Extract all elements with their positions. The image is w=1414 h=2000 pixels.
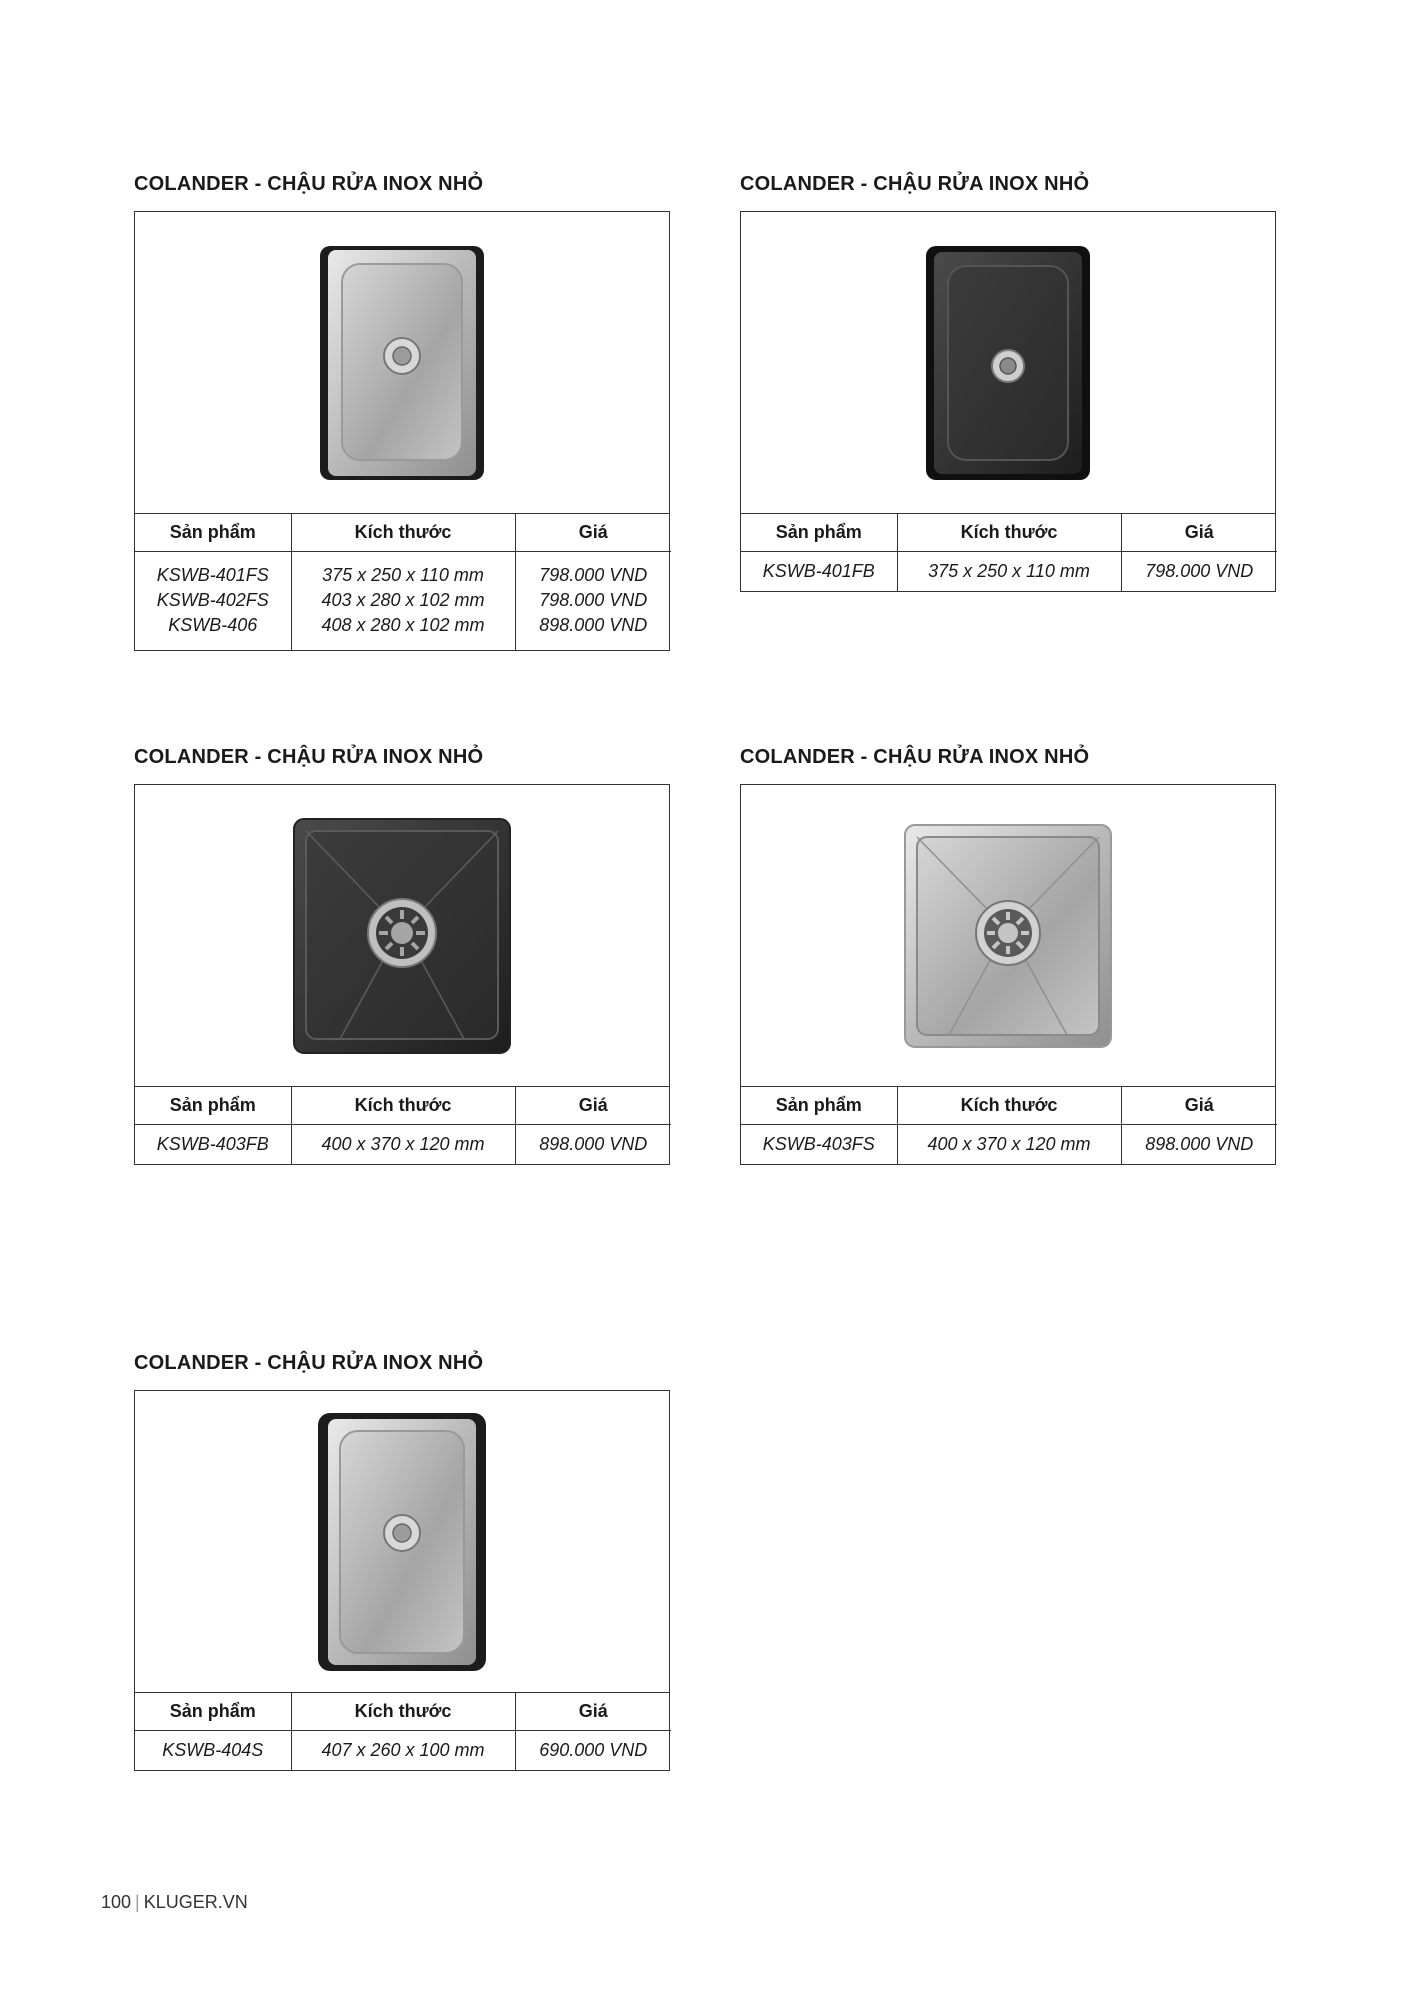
product-size: 407 x 260 x 100 mm	[291, 1731, 515, 1771]
header-size: Kích thước	[897, 1087, 1121, 1125]
product-price: 798.000 VND	[1121, 552, 1277, 592]
product-frame	[134, 211, 670, 651]
product-code: KSWB-401FB	[762, 561, 875, 581]
product-code: KSWB-406	[168, 615, 258, 635]
product-price: 690.000 VND	[515, 1731, 671, 1771]
sink-rect-silver-tall-icon	[316, 1411, 488, 1673]
site-name: KLUGER.VN	[143, 1892, 248, 1912]
sink-rect-silver-icon	[318, 244, 486, 482]
header-size: Kích thước	[291, 1693, 515, 1731]
product-card-3	[134, 746, 670, 1165]
product-size: 375 x 250 x 110 mm	[897, 552, 1121, 592]
header-price: Giá	[1121, 514, 1277, 552]
page-footer	[101, 1892, 248, 1913]
header-product: Sản phẩm	[741, 514, 897, 552]
product-price: 898.000 VND	[539, 615, 648, 635]
table-row	[741, 552, 1277, 592]
product-card-1	[134, 173, 670, 651]
card-title: COLANDER - CHẬU RỬA INOX NHỎ	[134, 173, 484, 195]
product-code: KSWB-404S	[162, 1740, 264, 1760]
spec-table	[135, 1693, 671, 1770]
product-frame	[134, 1390, 670, 1771]
header-product: Sản phẩm	[741, 1087, 897, 1125]
card-title: COLANDER - CHẬU RỬA INOX NHỎ	[134, 1352, 484, 1374]
header-price: Giá	[515, 1693, 671, 1731]
header-product: Sản phẩm	[135, 1693, 291, 1731]
spec-table	[135, 514, 671, 650]
header-price: Giá	[515, 514, 671, 552]
card-title: COLANDER - CHẬU RỬA INOX NHỎ	[134, 746, 484, 768]
page-number: 100	[101, 1892, 132, 1912]
spec-table	[741, 514, 1277, 591]
sink-square-black-icon	[292, 817, 512, 1055]
product-frame	[740, 784, 1276, 1165]
product-size: 375 x 250 x 110 mm	[322, 565, 484, 585]
product-frame	[134, 784, 670, 1165]
sink-square-silver-icon	[903, 823, 1113, 1049]
product-price: 798.000 VND	[539, 565, 648, 585]
product-code: KSWB-403FB	[156, 1134, 269, 1154]
header-price: Giá	[515, 1087, 671, 1125]
product-price: 798.000 VND	[539, 590, 648, 610]
spec-table	[741, 1087, 1277, 1164]
header-product: Sản phẩm	[135, 514, 291, 552]
product-frame	[740, 211, 1276, 592]
product-image-area	[135, 212, 669, 514]
product-code: KSWB-401FS	[156, 565, 269, 585]
table-row	[135, 1125, 671, 1165]
header-size: Kích thước	[291, 514, 515, 552]
table-row	[741, 1125, 1277, 1165]
product-price: 898.000 VND	[1121, 1125, 1277, 1165]
product-size: 403 x 280 x 102 mm	[321, 590, 485, 610]
table-row	[135, 1731, 671, 1771]
card-title: COLANDER - CHẬU RỬA INOX NHỎ	[740, 173, 1090, 195]
spec-table	[135, 1087, 671, 1164]
header-product: Sản phẩm	[135, 1087, 291, 1125]
product-image-area	[135, 785, 669, 1087]
product-size: 408 x 280 x 102 mm	[321, 615, 485, 635]
sink-rect-black-icon	[924, 244, 1092, 482]
table-row	[135, 552, 671, 651]
card-title: COLANDER - CHẬU RỬA INOX NHỎ	[740, 746, 1090, 768]
product-image-area	[741, 785, 1275, 1087]
header-size: Kích thước	[897, 514, 1121, 552]
product-image-area	[741, 212, 1275, 514]
product-size: 400 x 370 x 120 mm	[291, 1125, 515, 1165]
product-card-2	[740, 173, 1276, 592]
product-code: KSWB-403FS	[762, 1134, 875, 1154]
product-price: 898.000 VND	[515, 1125, 671, 1165]
footer-separator: |	[135, 1892, 140, 1912]
product-code: KSWB-402FS	[156, 590, 269, 610]
product-image-area	[135, 1391, 669, 1693]
product-size: 400 x 370 x 120 mm	[897, 1125, 1121, 1165]
header-size: Kích thước	[291, 1087, 515, 1125]
header-price: Giá	[1121, 1087, 1277, 1125]
product-card-5	[134, 1352, 670, 1771]
product-card-4	[740, 746, 1276, 1165]
